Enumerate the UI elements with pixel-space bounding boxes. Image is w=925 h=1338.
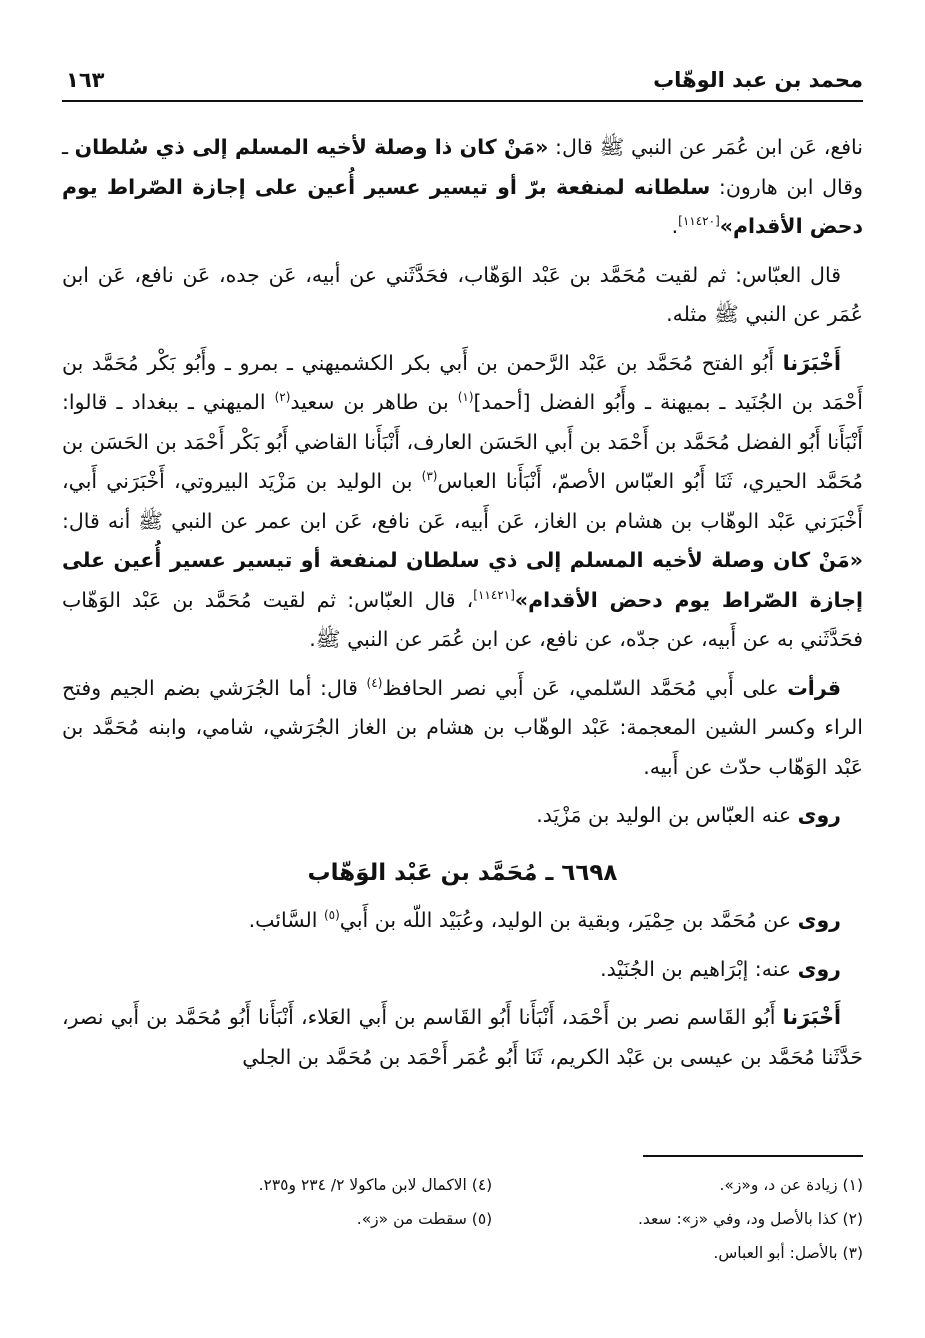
footnote-ref: (٣) [421,469,438,484]
paragraph-q2 [62,950,863,990]
bold-text: أَخْبَرَنا [782,350,841,375]
text-run: عنه: إبْرَاهيم بن الجُنَيْد. [600,956,798,981]
text-run: نافع، عَن ابن عُمَر عن النبي ﷺ قال: [548,135,863,159]
bold-text: روى [797,803,841,827]
entry-heading: ٦٦٩٨ ـ مُحَمَّد بن عَبْد الوَهّاب [307,859,618,886]
paragraph-p4 [62,669,863,788]
main-text [62,128,863,1086]
header-rule [62,100,863,102]
footnotes-left-column [150,1168,492,1236]
footnote: (٣) بالأصل: أبو العباس. [713,1244,863,1262]
footnote-ref: (١) [457,390,474,405]
text-run: ـ وقال ابن هارون: [62,135,863,199]
text-run: عنه العبّاس بن الوليد بن مَزْيَد. [536,803,798,827]
footnote-ref: [١١٤٢١] [473,587,515,602]
text-run: قال العبّاس: ثم لقيت مُحَمَّد بن عَبْد الوَهّاب، فحَدَّثَني عن أبيه، عَن جده، عَن نافع، عَن ابن عُمَر عن النبي ﷺ مثله. [62,262,863,326]
bold-text: قرأت [787,675,841,700]
text-run: بن الوليد بن مَزْيَد البيروتي، أَخْبَرَني أَبي، أَخْبَرَني عَبْد الوهّاب بن هشام بن الغاز، عَن أَبيه، عَن نافع، عَن ابن عمر عن النبي ﷺ أنه قال: [62,469,863,533]
text-run: بن طاهر بن سعيد [290,390,458,414]
footnotes [150,1168,863,1280]
footnote-rule [643,1155,863,1157]
footnote: (٤) الاكمال لابن ماكولا ٢/ ٢٣٤ و٢٣٥. [258,1176,493,1194]
footnotes-right-column [521,1168,863,1270]
bold-text: «مَنْ كان وصلة لأخيه المسلم إلى ذي سلطان لمنفعة أو تيسير عسير أُعين على إجازة الصّراط يوم دحض الأقدام» [62,548,863,612]
page-header [62,58,863,102]
footnote-ref: (٥) [323,908,340,923]
bold-text: «مَنْ كان ذا وصلة لأخيه المسلم إلى ذي سُلطان [74,135,549,159]
paragraph-group-1 [62,128,863,836]
running-title: محمد بن عبد الوهّاب [653,68,863,92]
paragraph-group-2 [62,901,863,1077]
text-run: ، قال العبّاس: ثم لقيت مُحَمَّد بن عَبْد الوَهّاب فحَدَّثَني به عن أَبيه، عن جدّه، عن نافع، عن ابن عُمَر عن النبي ﷺ. [62,587,863,651]
bold-text: روى [797,908,841,932]
paragraph-q1 [62,901,863,941]
text-run: الميهني ـ ببغداد ـ قالوا: أَنْبَأَنا أَبُو الفضل مُحَمَّد بن أَحْمَد بن أَبي الحَسَن العارف، أَنْبَأَنا القاضي أَبُو بَكْر أَحْمَد بن الحَسَن بن مُحَمَّد الحيري، ثَنَا أَبُو العبّاس الأصمّ، أَنْبَأَنا العباس [62,390,863,493]
text-run: أَبُو القَاسم نصر بن أَحْمَد، أَنْبَأَنا أَبُو القَاسم بن أَبي العَلاء، أَنْبَأَنا أَبُو مُحَمَّد بن أَبي نصر، حَدَّثَنا مُحَمَّد بن عيسى بن عَبْد الكريم، ثَنَا أَبُو عُمَر أَحْمَد بن مُحَمَّد بن الجلي [62,1005,863,1069]
paragraph-p5 [62,796,863,836]
page-number: ١٦٣ [66,68,105,92]
paragraph-p1 [62,128,863,247]
footnote: (٢) كذا بالأصل ود، وفي «ز»: سعد. [637,1210,863,1228]
footnote-ref: (٤) [366,675,383,690]
bold-text: روى [797,956,841,981]
paragraph-p3 [62,344,863,660]
paragraph-p2 [62,256,863,335]
footnote: (١) زيادة عن د، و«ز». [719,1176,863,1194]
bold-text: سلطانه لمنفعة برّ أو تيسير عسير أُعين على إجازة الصّراط يوم دحض الأقدام» [62,174,863,238]
footnote: (٥) سقطت من «ز». [356,1210,493,1228]
text-run: أَبُو الفتح مُحَمَّد بن عَبْد الرَّحمن بن أَبي بكر الكشميهني ـ بمرو ـ وأَبُو بَكْر مُحَمَّد بن أَحْمَد بن الجُنَيد ـ بميهنة ـ وأَبُو الفضل [أحمد] [62,350,863,414]
paragraph-q3 [62,998,863,1077]
text-run: . [671,214,679,238]
text-run: عن مُحَمَّد بن حِمْيَر، وبقية بن الوليد، وعُبَيْد اللّه بن أَبي [339,908,798,932]
text-run: السَّائب. [248,908,324,932]
footnote-ref: [١١٤٢٠] [678,214,720,229]
text-run: على أَبي مُحَمَّد السّلمي، عَن أَبي نصر الحافظ [382,675,788,700]
bold-text: أَخْبَرَنا [782,1005,841,1029]
footnote-ref: (٢) [274,390,291,405]
text-run: قال: أما الجُرَشي بضم الجيم وفتح الراء وكسر الشين المعجمة: عَبْد الوهّاب بن هشام بن الغاز الجُرَشي، شامي، وابنه مُحَمَّد بن عَبْد الوَهّاب حدّث عن أَبيه. [62,675,863,779]
